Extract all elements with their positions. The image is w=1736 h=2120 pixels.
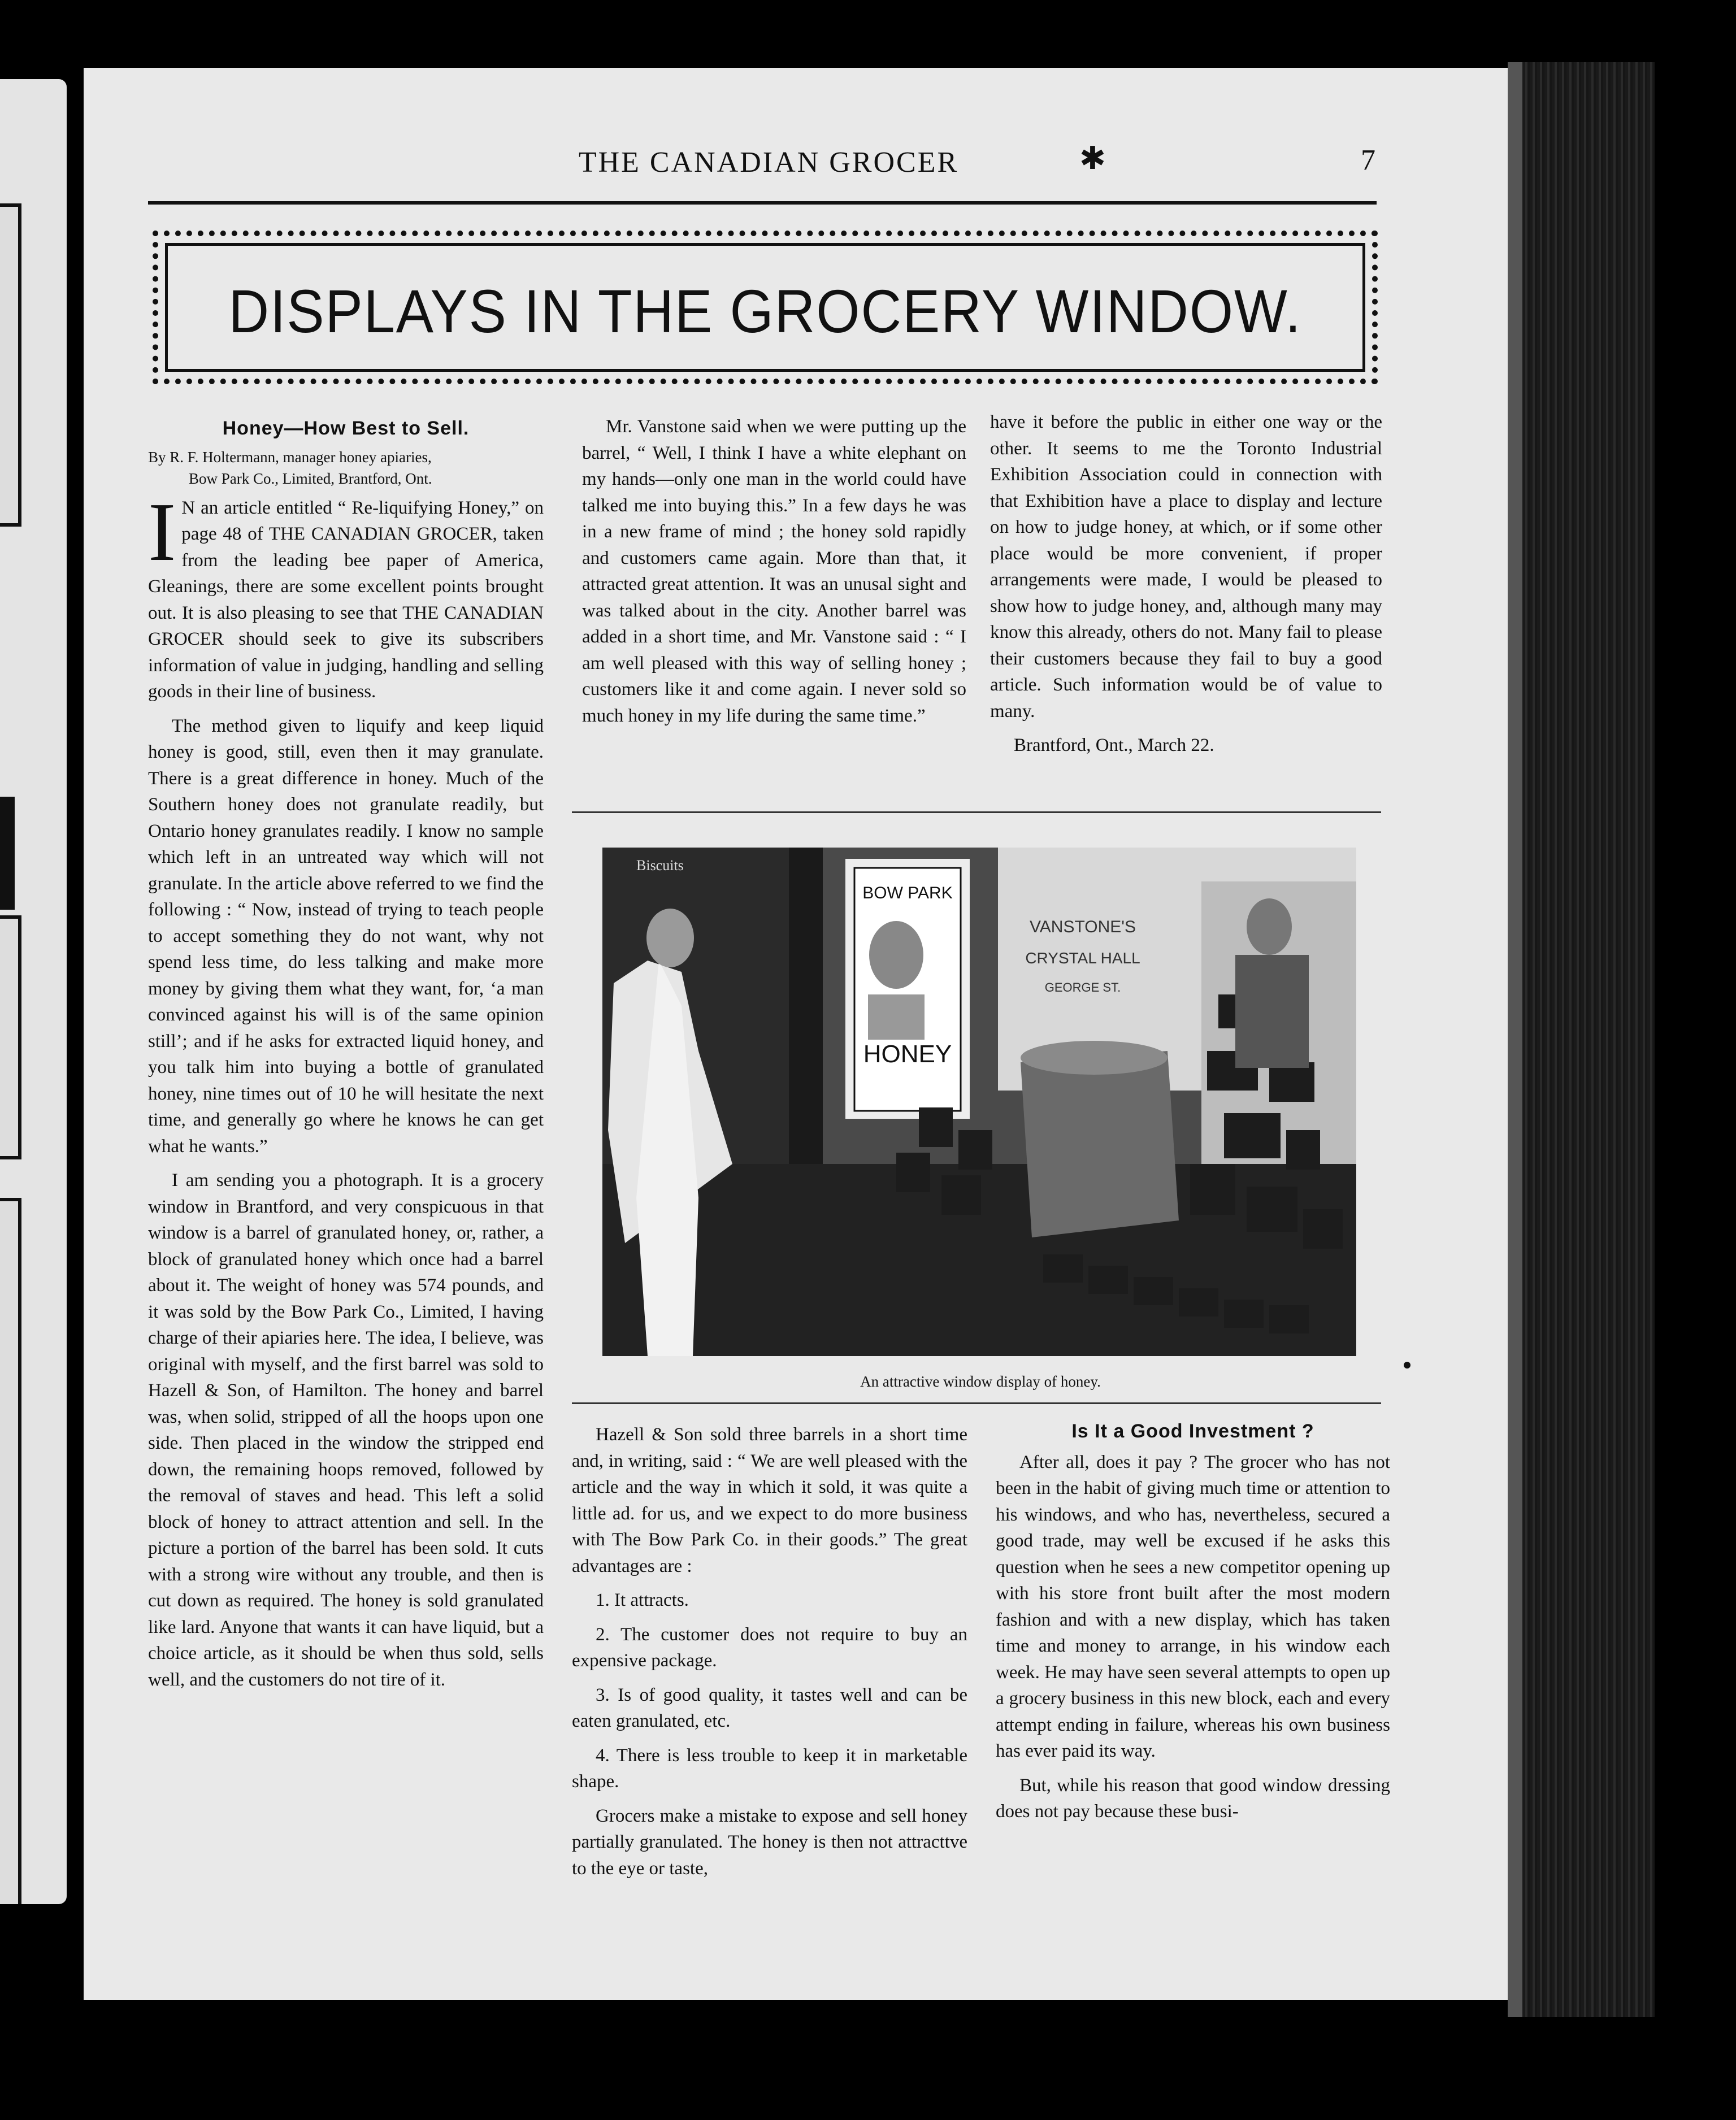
- ink-mark: ✱: [1079, 141, 1106, 176]
- adjacent-page-box: [0, 915, 21, 1159]
- window-lettering-2: CRYSTAL HALL: [1025, 949, 1140, 967]
- article-column-3: [990, 409, 1382, 767]
- book-spine: [1508, 62, 1655, 2017]
- article-paragraph: have it before the public in either one way or the other. It seems to me the Toronto Industrial Exhibition Association could in connection with that Exhibition have a place to display and lecture on how to judge honey, at which, or if some other place would be more convenient, if proper arrangements were made, I would be pleased to show how to judge honey, and, although many may know this already, others do not. Many fail to please their customers because they fail to buy a good article. Such information would be of value to many.: [990, 412, 1382, 722]
- signoff: Brantford, Ont., March 22.: [1014, 735, 1214, 755]
- article-paragraph: [148, 485, 544, 705]
- header-rule: [148, 201, 1377, 205]
- article-column-3-lower: [996, 1418, 1390, 1833]
- ink-speck: [1404, 1362, 1410, 1369]
- article-paragraph: I am sending you a photograph. It is a grocery window in Brantford, and very conspicuous in that window is a barrel of granulated honey, or, rather, a block of granulated honey which once had a barrel about it. The weight of honey was 574 pounds, and it was sold by the Bow Park Co., Limited, I having charge of their apiaries here. The idea, I believe, was original with myself, and the first barrel was sold to Hazell & Son, of Hamilton. The honey and barrel was, when solid, stripped of all the hoops upon one side. Then placed in the window the stripped end down, the remaining hoops removed, followed by the removal of staves and head. This left a solid block of honey to attract attention and sell. In the picture a portion of the barrel has been sold. It cuts with a strong wire without any trouble, and then is cut down as required. The honey is sold granulated like lard. Anyone that wants it can have liquid, but a choice article, as it should be when thus sold, sells well, and the customers do not tire of it.: [148, 1170, 544, 1690]
- adjacent-page-dark-mark: [0, 797, 15, 910]
- advantage-item-4: 4. There is less trouble to keep it in marketable shape.: [572, 1745, 967, 1792]
- article-column-2-lower: [572, 1422, 967, 1889]
- advantage-item-2: 2. The customer does not require to buy an expensive package.: [572, 1624, 967, 1671]
- article-paragraph: Mr. Vanstone said when we were putting up the barrel, “ Well, I think I have a white elephant on my hands—only one man in the world could have talked me into buying this.” In a few days he was in a new frame of mind ; the honey sold rapidly and customers came again. More than that, it attracted great attention. It was an unusal sight and was talked about in the city. Another barrel was added in a short time, and Mr. Vanstone said : “ I am well pleased with this way of selling honey ; customers like it and come again. I never sold so much honey in my life during the same time.”: [582, 416, 966, 726]
- adjacent-page-box: [0, 1198, 21, 1904]
- window-display-photo: [602, 848, 1356, 1356]
- advantage-item-3: 3. Is of good quality, it tastes well and can be eaten granulated, etc.: [572, 1684, 967, 1731]
- window-lettering-1: VANSTONE'S: [1030, 918, 1136, 936]
- paragraph-text: N an article entitled “ Re-liquifying Honey,” on page 48 of THE CANADIAN GROCER, taken from the leading bee paper of America, Gleanings, there are some excellent points brought out. It is also pleasing to see that THE CANADIAN GROCER should seek to give its subscribers information of value in judging, handling and selling goods in their line of business.: [148, 497, 544, 702]
- photo-bottom-rule: [572, 1402, 1381, 1404]
- advantage-item-1: 1. It attracts.: [596, 1590, 689, 1610]
- article-paragraph: After all, does it pay ? The grocer who has not been in the habit of giving much time or attention to his windows, and who has, nevertheless, secured a good trade, may well be excused if he asks this question when he sees a new competitor opening up with his store front built after the most modern fashion and with a new display, which has taken time and money to arrange, in his window each week. He may have seen several attempts to open up a grocery business in this new block, each and every attempt ending in failure, whereas his own business has ever paid its way.: [996, 1452, 1390, 1761]
- article-paragraph: Grocers make a mistake to expose and sell honey partially granulated. The honey is then not attracttve to the eye or taste,: [572, 1805, 967, 1879]
- drop-cap: I: [148, 485, 176, 579]
- byline-line-2: Bow Park Co., Limited, Brantford, Ont.: [189, 470, 432, 487]
- window-lettering-3: GEORGE ST.: [1044, 980, 1121, 994]
- adjacent-page-box: [0, 203, 21, 527]
- section-subheading: Is It a Good Investment ?: [1071, 1420, 1314, 1442]
- sign-bow-park: BOW PARK: [862, 884, 953, 902]
- article-headline: Honey—How Best to Sell.: [222, 418, 470, 439]
- banner-title: DISPLAYS IN THE GROCERY WINDOW.: [228, 277, 1302, 345]
- article-column-2: [582, 414, 966, 737]
- article-paragraph: Hazell & Son sold three barrels in a short time and, in writing, said : “ We are well pleased with the article and the way in which it sold, it was quite a little ad. for us, and we expect to do more business with The Bow Park Co. in their goods.” The great advantages are :: [572, 1424, 967, 1576]
- adjacent-page-edge: [0, 79, 67, 1904]
- page-number: 7: [1361, 144, 1375, 176]
- biscuit-box-label: Biscuits: [636, 857, 684, 874]
- page-edge-shadow: [1508, 62, 1522, 2017]
- article-column-1: [148, 415, 544, 1701]
- article-byline: [148, 446, 544, 489]
- byline-line-1: By R. F. Holtermann, manager honey apiaries,: [148, 448, 432, 466]
- sign-honey: HONEY: [863, 1040, 952, 1068]
- section-banner: [153, 231, 1378, 384]
- article-paragraph: But, while his reason that good window dressing does not pay because these busi-: [996, 1775, 1390, 1822]
- publication-title: THE CANADIAN GROCER: [578, 146, 959, 179]
- photo-top-rule: [572, 811, 1381, 813]
- photo-illustration: [602, 848, 1356, 1356]
- article-paragraph: The method given to liquify and keep liquid honey is good, still, even then it may granulate. There is a great difference in honey. Much of the Southern honey does not granulate readily, but Ontario honey granulates readily. I know no sample which left in an untreated way which will not granulate. In the article above referred to we find the following : “ Now, instead of trying to teach people to accept something they do not want, why not spend less time, do less talking and make more money by giving them what they want, for, ‘a man convinced against his will is of the same opinion still’; and if he asks for extracted liquid honey, and you talk him into buying a bottle of granulated honey, nine times out of 10 he will hesitate the next time, and generally go where he knows he can get what he wants.”: [148, 715, 544, 1157]
- photo-caption: An attractive window display of honey.: [860, 1373, 1101, 1390]
